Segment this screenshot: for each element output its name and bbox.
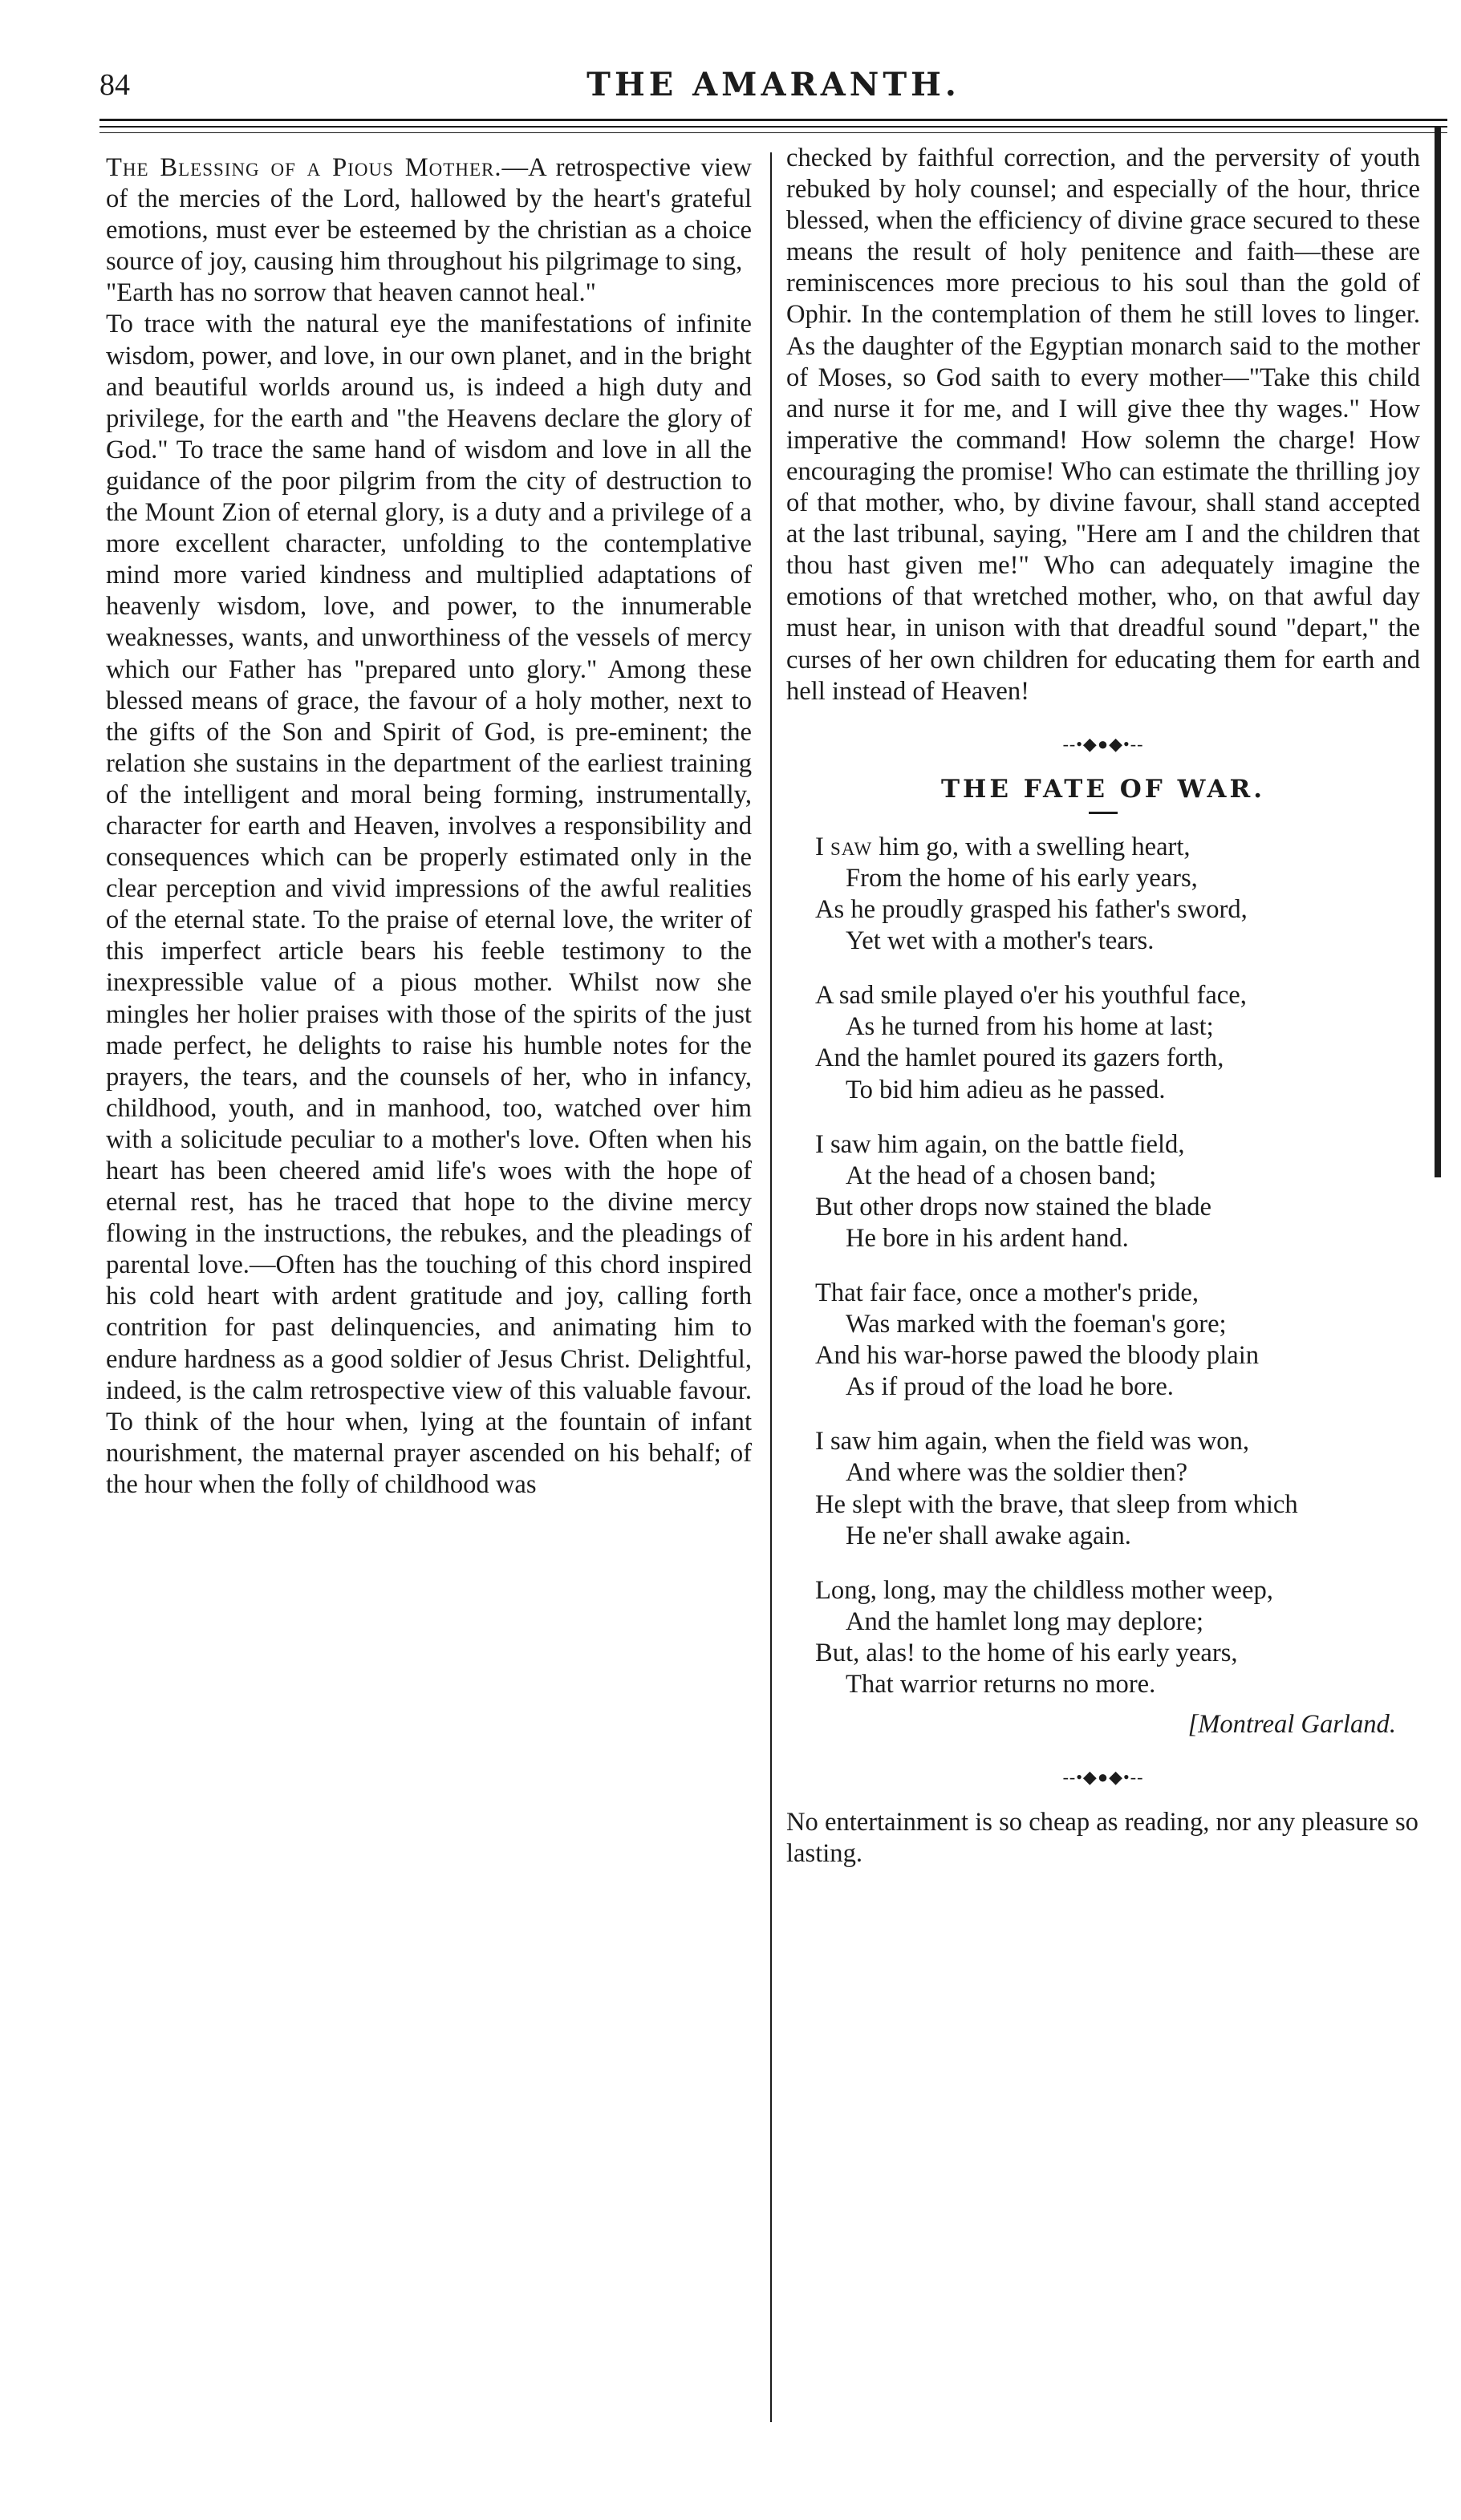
article-body-left: To trace with the natural eye the manifestations of infinite wisdom, power, and love, in our own planet, and in the bright and beautiful worlds around us, is indeed a high duty and privilege, for the earth and "the Heavens declare the glory of God." To trace the same hand of wisdom and love in all the guidance of the poor pilgrim from the city of destruction to the Mount Zion of eternal glory, is a duty and a privilege of a more excellent character, unfolding to the contemplative mind more varied kindness and multiplied adaptations of heavenly wisdom, love, and power, to the innumerable weaknesses, wants, and unworthiness of the vessels of mercy which our Father has "prepared unto glory." Among these blessed means of grace, the favour of a holy mother, next to the gifts of the Son and Spirit of God, is pre-eminent; the relation she sustains in the department of the earliest training of the intelligent and moral being forming, instrumentally, character for earth and Heaven, involves a responsibility and consequences which can be properly estimated only in the clear perception and vivid impressions of the awful realities of the eternal state. To the praise of eternal love, the writer of this imperfect article bears his feeble testimony to the inexpressible value of a pious mother. Whilst now she mingles her holier praises with those of the spirits of the just made perfect, he delights to raise his humble notes for the prayers, the tears, and the counsels of her, who in infancy, childhood, youth, and in manhood, too, watched over him with a solicitude peculiar to a mother's love. Often when his heart has been cheered amid life's woes with the hope of eternal rest, has he traced that hope to the divine mercy flowing in the instructions, the rebukes, and the pleadings of parental love.—Often has the touching of this chord inspired his cold heart with ardent gratitude and joy, calling forth contrition for past delinquencies, and animating him to endure hardness as a good soldier of Jesus Christ. Delightful, indeed, is the calm retrospective view of this valuable favour. To think of the hour when, lying at the fountain of infant nourishment, the maternal prayer ascended on his behalf; of the hour when the folly of childhood was [106,310,752,1499]
right-column [786,143,1420,1870]
header-rule [99,132,1447,133]
poem-line [815,832,1420,863]
column-divider [770,152,772,2422]
poem-line: Yet wet with a mother's tears. [846,926,1155,956]
article-title: The Blessing of a Pious Mother. [106,153,502,182]
poem-stanza [815,1426,1420,1551]
poem-first-line-rest: him go, with a swelling heart, [872,832,1191,861]
ornament-divider: --•◆●◆•-- [1062,733,1144,754]
article-quote: "Earth has no sorrow that heaven cannot heal." [106,278,596,308]
poem-line: As he turned from his home at last; [846,1012,1214,1042]
poem-line: He ne'er shall awake again. [846,1521,1131,1550]
poem-title-rule [1089,812,1118,814]
poem-line: And the hamlet long may deplore; [846,1606,1204,1636]
poem-stanza [815,832,1420,957]
poem-line: I saw him again, on the battle field, [815,1129,1185,1159]
poem-line: As if proud of the load he bore. [846,1372,1174,1402]
poem-line: As he proudly grasped his father's sword, [815,895,1248,925]
header-rule [99,119,1447,121]
poem-title: THE FATE OF WAR. [940,774,1266,804]
poem-first-letter: I [815,832,830,861]
poem-attribution: [Montreal Garland. [1187,1710,1396,1740]
poem-line: To bid him adieu as he passed. [846,1075,1166,1104]
poem-line: At the head of a chosen band; [846,1161,1157,1190]
left-column [106,152,752,1501]
poem-line: He slept with the brave, that sleep from which [815,1489,1298,1519]
binding-edge [1435,127,1441,1177]
poem-line: From the home of his early years, [846,863,1198,893]
poem-line: And where was the soldier then? [846,1458,1188,1488]
poem-line: That warrior returns no more. [846,1670,1156,1700]
header-rule [99,126,1447,128]
poem-line: He bore in his ardent hand. [846,1223,1129,1253]
poem-line: But other drops now stained the blade [815,1192,1212,1222]
poem-stanza [815,980,1420,1105]
poem-line: And the hamlet poured its gazers forth, [815,1043,1224,1073]
poem-line: I saw him again, when the field was won, [815,1427,1250,1456]
article-opening [106,152,752,278]
page-number: 84 [99,68,130,102]
page-header [99,67,1447,115]
poem-stanza [815,1575,1420,1700]
poem-stanza [815,1278,1420,1403]
poem [815,832,1420,1700]
poem-line: A sad smile played o'er his youthful face, [815,981,1247,1011]
poem-line: Was marked with the foeman's gore; [846,1310,1227,1339]
poem-line: But, alas! to the home of his early years, [815,1638,1238,1667]
ornament-divider: --•◆●◆•-- [1062,1767,1144,1788]
poem-line: And his war-horse pawed the bloody plain [815,1341,1260,1371]
poem-first-word: saw [830,832,873,861]
poem-line: That fair face, once a mother's pride, [815,1278,1199,1307]
poem-line: Long, long, may the childless mother weep, [815,1575,1273,1605]
running-title: THE AMARANTH. [586,66,960,103]
article-intro: —A retrospective view of the mercies of the Lord, hallowed by the heart's grateful emotions, must ever be esteemed by the christian as a choice source of joy, causing him throughout his pilgrimage to sing, [106,153,752,277]
article-body-right: checked by faithful correction, and the perversity of youth rebuked by holy counsel; and especially of the hour, thrice blessed, when the efficiency of divine grace secured to these means the result of holy penitence and faith—these are reminiscences more precious to his soul than the gold of Ophir. In the contemplation of them he still loves to linger. As the daughter of the Egyptian monarch said to the mother of Moses, so God saith to every mother—"Take this child and nurse it for me, and I will give thee thy wages." How imperative the command! How solemn the charge! How encouraging the promise! Who can estimate the thrilling joy of that mother, who, by divine favour, shall stand accepted at the last tribunal, saying, "Here am I and the children that thou hast given me!" Who can adequately imagine the emotions of that wretched mother, who, on that awful day must hear, in unison with that dreadful sound "depart," the curses of her own children for educating them for earth and hell instead of Heaven! [786,144,1420,706]
closing-maxim: No entertainment is so cheap as reading, nor any pleasure so lasting. [786,1808,1418,1869]
poem-stanza [815,1129,1420,1254]
